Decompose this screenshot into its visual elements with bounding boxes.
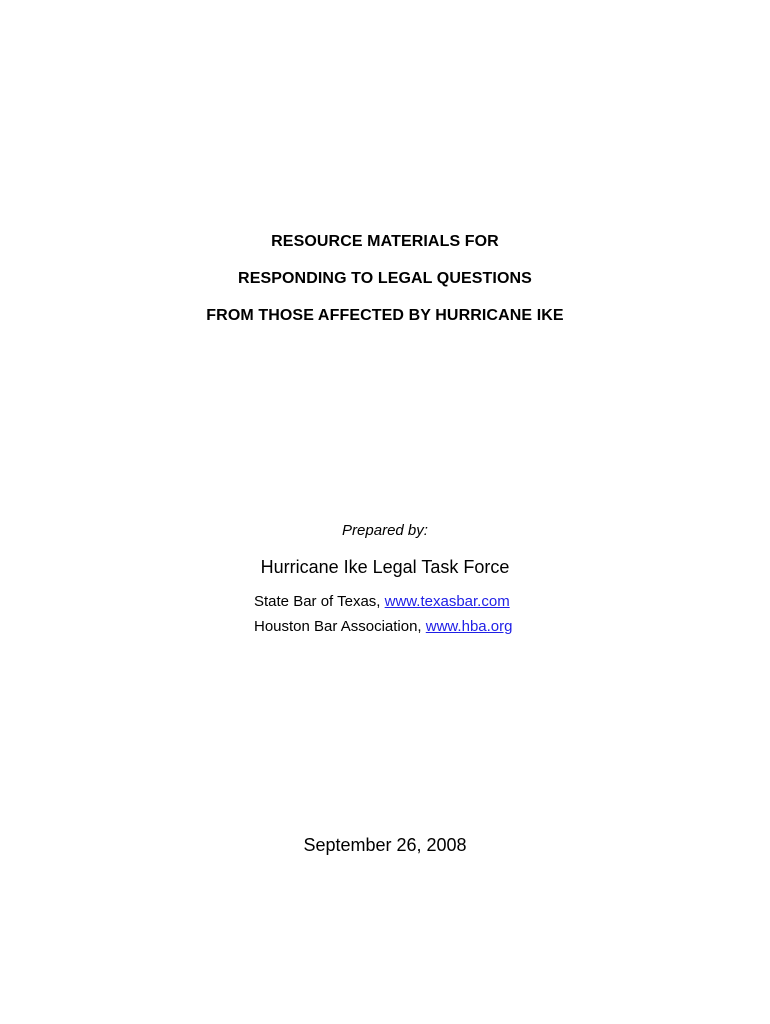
document-date: September 26, 2008: [303, 835, 467, 855]
task-force-name: Hurricane Ike Legal Task Force: [260, 557, 510, 577]
organization-name: Houston Bar Association,: [254, 618, 426, 635]
texasbar-link[interactable]: www.texasbar.com: [384, 593, 510, 610]
prepared-by-label: Prepared by:: [342, 522, 428, 539]
hba-link[interactable]: www.hba.org: [425, 618, 513, 635]
title-line-1: RESOURCE MATERIALS FOR: [271, 233, 499, 250]
organization-state-bar: [254, 593, 510, 610]
title-line-3: FROM THOSE AFFECTED BY HURRICANE IKE: [206, 307, 564, 324]
organization-name: State Bar of Texas,: [254, 593, 385, 610]
organization-houston-bar: [254, 618, 512, 635]
title-line-2: RESPONDING TO LEGAL QUESTIONS: [238, 270, 532, 287]
